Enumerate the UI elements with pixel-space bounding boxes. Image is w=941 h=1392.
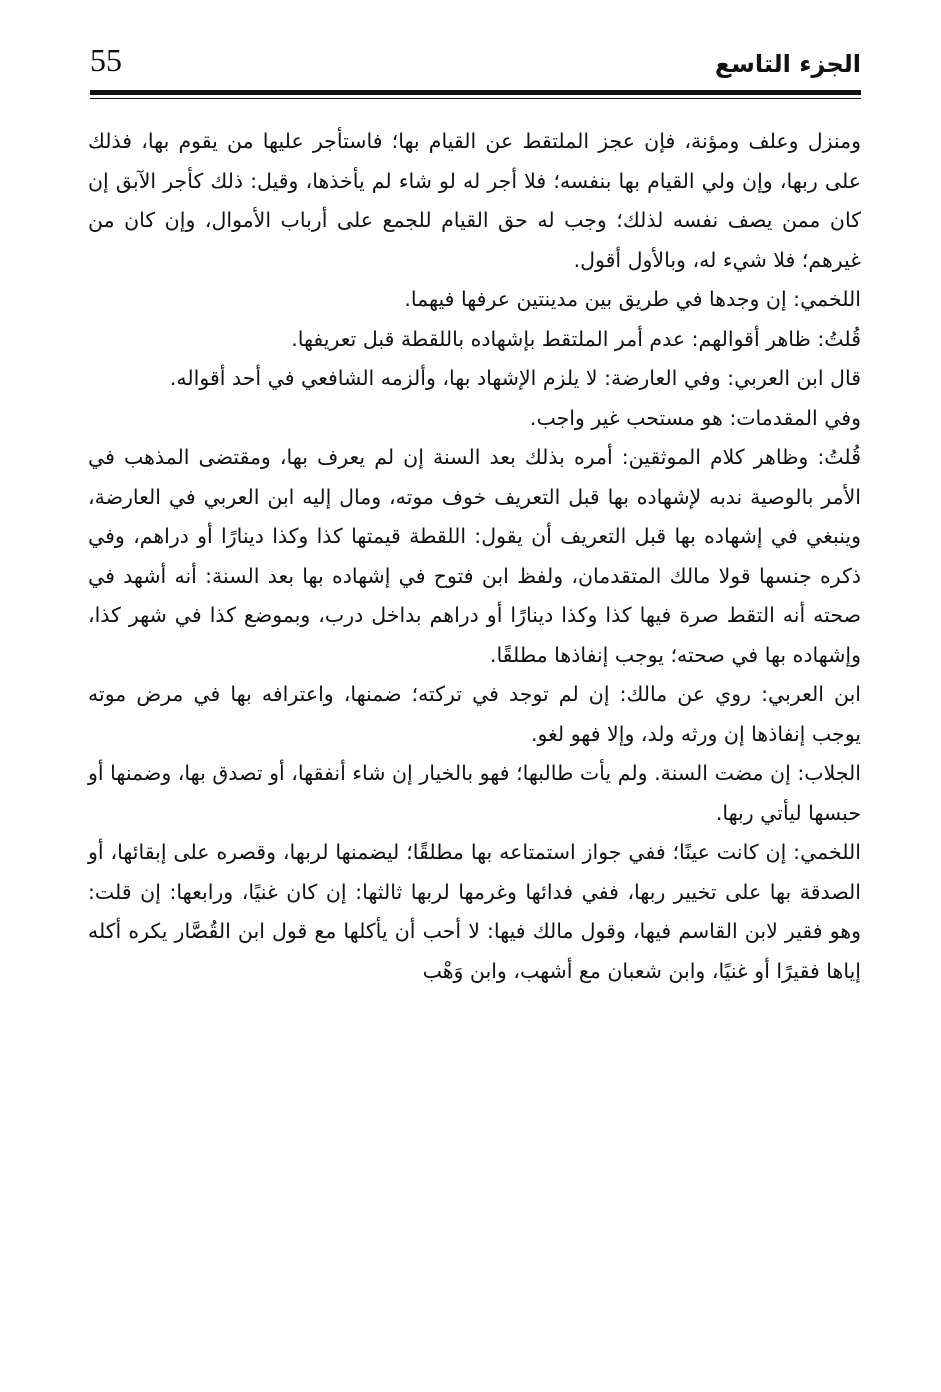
page-number: 55 xyxy=(90,42,122,78)
paragraph: الجلاب: إن مضت السنة. ولم يأت طالبها؛ فهو بالخيار إن شاء أنفقها، أو تصدق بها، وضمنها أو حبسها ليأتي ربها. xyxy=(88,761,861,825)
paragraph: ومنزل وعلف ومؤنة، فإن عجز الملتقط عن القيام بها؛ فاستأجر عليها من يقوم بها، فذلك على ربها، وإن ولي القيام بها بنفسه؛ فلا أجر له لو شاء لم يأخذها، وقيل: ذلك كأجر الآبق إن كان ممن يصف نفسه لذلك؛ وجب له حق القيام للجمع على أرباب الأموال، وإن كان من غيرهم؛ فلا شيء له، وبالأول أقول. xyxy=(88,129,861,272)
paragraph: قُلتُ: وظاهر كلام الموثقين: أمره بذلك بعد السنة إن لم يعرف بها، ومقتضى المذهب في الأمر بالوصية ندبه لإشهاده بها قبل التعريف خوف موته، ومال إليه ابن العربي في العارضة، وينبغي في إشهاده بها قبل التعريف أن يقول: اللقطة قيمتها كذا وكذا دينارًا أو دراهم، وفي ذكره جنسها قولا مالك المتقدمان، ولفظ ابن فتوح في إشهاده بها بعد السنة: أنه أشهد في صحته أنه التقط صرة فيها كذا وكذا دينارًا أو دراهم بداخل درب، وبموضع كذا في شهر كذا، وإشهاده بها في صحته؛ يوجب إنفاذها مطلقًا. xyxy=(88,445,861,667)
running-title: الجزء التاسع xyxy=(714,50,861,78)
paragraph: قُلتُ: ظاهر أقوالهم: عدم أمر الملتقط بإشهاده باللقطة قبل تعريفها. xyxy=(291,326,861,351)
header-rule-thin xyxy=(90,98,861,99)
body-text xyxy=(88,122,861,991)
paragraph: قال ابن العربي: وفي العارضة: لا يلزم الإشهاد بها، وألزمه الشافعي في أحد أقواله. xyxy=(169,366,861,390)
paragraph: وفي المقدمات: هو مستحب غير واجب. xyxy=(529,405,861,430)
paragraph: ابن العربي: روي عن مالك: إن لم توجد في تركته؛ ضمنها، واعترافه بها في مرض موته يوجب إنفاذها إن ورثه ولد، وإلا فهو لغو. xyxy=(88,682,861,746)
page-header xyxy=(90,40,861,92)
header-rule-thick xyxy=(90,90,861,95)
paragraph: اللخمي: إن وجدها في طريق بين مدينتين عرفها فيهما. xyxy=(404,287,861,311)
paragraph: اللخمي: إن كانت عينًا؛ ففي جواز استمتاعه بها مطلقًا؛ ليضمنها لربها، وقصره على إبقائها، أو الصدقة بها على تخيير ربها، ففي فدائها وغرمها لربها ثالثها: إن كان غنيًا، ورابعها: إن قلت: وهو فقير لابن القاسم فيها، وقول مالك فيها: لا أحب أن يأكلها مع قول ابن القُصَّار يكره أكله إياها فقيرًا أو غنيًا، وابن شعبان مع أشهب، وابن وَهْب xyxy=(88,840,861,983)
